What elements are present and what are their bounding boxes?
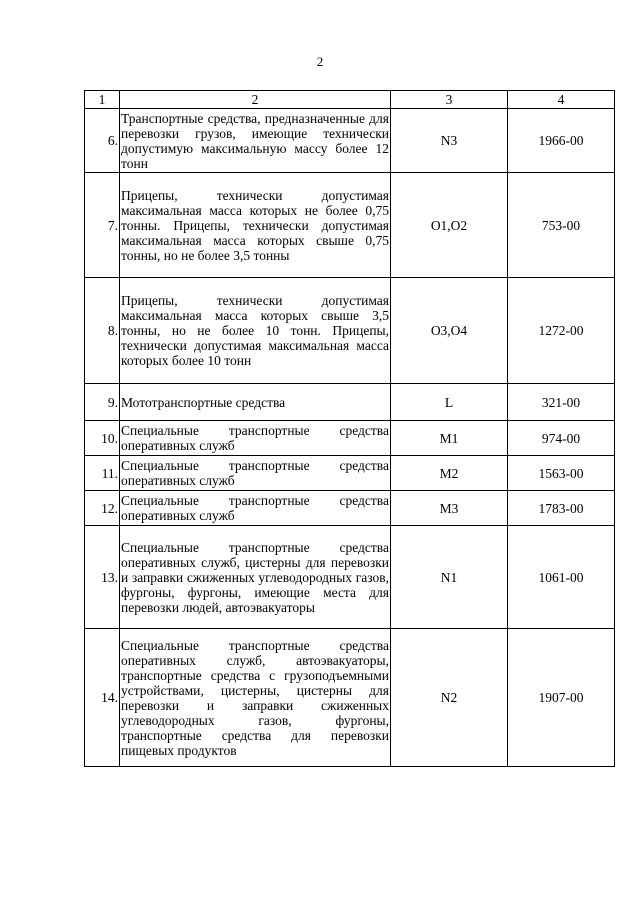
row-price: 1563-00 xyxy=(508,456,615,491)
row-category: M1 xyxy=(391,421,508,456)
row-price: 1061-00 xyxy=(508,526,615,629)
row-number: 11. xyxy=(85,456,120,491)
row-number: 9. xyxy=(85,384,120,421)
row-description: Транспортные средства, предназначенные для перевозки грузов, имеющие технически допустимую максимальную массу более 12 тонн xyxy=(121,110,389,171)
table-row xyxy=(85,173,615,278)
table-row xyxy=(85,278,615,384)
row-description: Специальные транспортные средства оперативных служб, цистерны для перевозки и заправки сжиженных углеводородных газов, фургоны, фургоны, имеющие места для перевозки людей, автоэвакуаторы xyxy=(120,526,391,629)
column-header-description: 2 xyxy=(120,91,391,109)
row-description: Прицепы, технически допустимая максимальная масса которых свыше 3,5 тонны, но не более 10 тонн. Прицепы, технически допустимая максимальная масса которых более 10 тонн xyxy=(120,278,391,384)
row-number: 13. xyxy=(85,526,120,629)
row-description: Прицепы, технически допустимая максимальная масса которых не более 0,75 тонны. Прицепы, технически допустимая максимальная масса которых свыше 0,75 тонны, но не более 3,5 тонны xyxy=(120,173,391,278)
row-description: Специальные транспортные средства оперативных служб xyxy=(120,421,391,456)
table-header-row xyxy=(85,91,615,109)
row-category: O3,O4 xyxy=(391,278,508,384)
table-row xyxy=(85,109,615,173)
row-number: 10. xyxy=(85,421,120,456)
row-description: Специальные транспортные средства оперативных служб xyxy=(120,456,391,491)
table-row xyxy=(85,456,615,491)
row-price: 321-00 xyxy=(508,384,615,421)
column-header-price: 4 xyxy=(508,91,615,109)
page-number: 2 xyxy=(316,54,324,69)
row-category: M3 xyxy=(391,491,508,526)
table-row xyxy=(85,421,615,456)
row-category: N3 xyxy=(391,109,508,173)
row-category: O1,O2 xyxy=(391,173,508,278)
row-price: 974-00 xyxy=(508,421,615,456)
column-header-number: 1 xyxy=(85,91,120,109)
row-price: 1907-00 xyxy=(508,629,615,767)
table-row xyxy=(85,384,615,421)
row-description: Мототранспортные средства xyxy=(120,384,391,421)
row-number: 7. xyxy=(85,173,120,278)
table-row xyxy=(85,491,615,526)
row-price: 1783-00 xyxy=(508,491,615,526)
row-category: N1 xyxy=(391,526,508,629)
row-number: 14. xyxy=(85,629,120,767)
row-category: N2 xyxy=(391,629,508,767)
column-header-category: 3 xyxy=(391,91,508,109)
row-price: 1966-00 xyxy=(508,109,615,173)
row-price: 753-00 xyxy=(508,173,615,278)
tariff-table xyxy=(84,90,615,767)
row-category: L xyxy=(391,384,508,421)
row-number: 6. xyxy=(85,109,120,173)
row-price: 1272-00 xyxy=(508,278,615,384)
row-description: Специальные транспортные средства оперативных служб xyxy=(120,491,391,526)
table-row xyxy=(85,526,615,629)
table-row xyxy=(85,629,615,767)
row-number: 8. xyxy=(85,278,120,384)
row-number: 12. xyxy=(85,491,120,526)
row-description: Специальные транспортные средства оперативных служб, автоэвакуаторы, транспортные средства с грузоподъемными устройствами, цистерны, цистерны для перевозки и заправки сжиженных углеводородных газов, фургоны, транспортные средства для перевозки пищевых продуктов xyxy=(120,629,391,767)
row-category: M2 xyxy=(391,456,508,491)
